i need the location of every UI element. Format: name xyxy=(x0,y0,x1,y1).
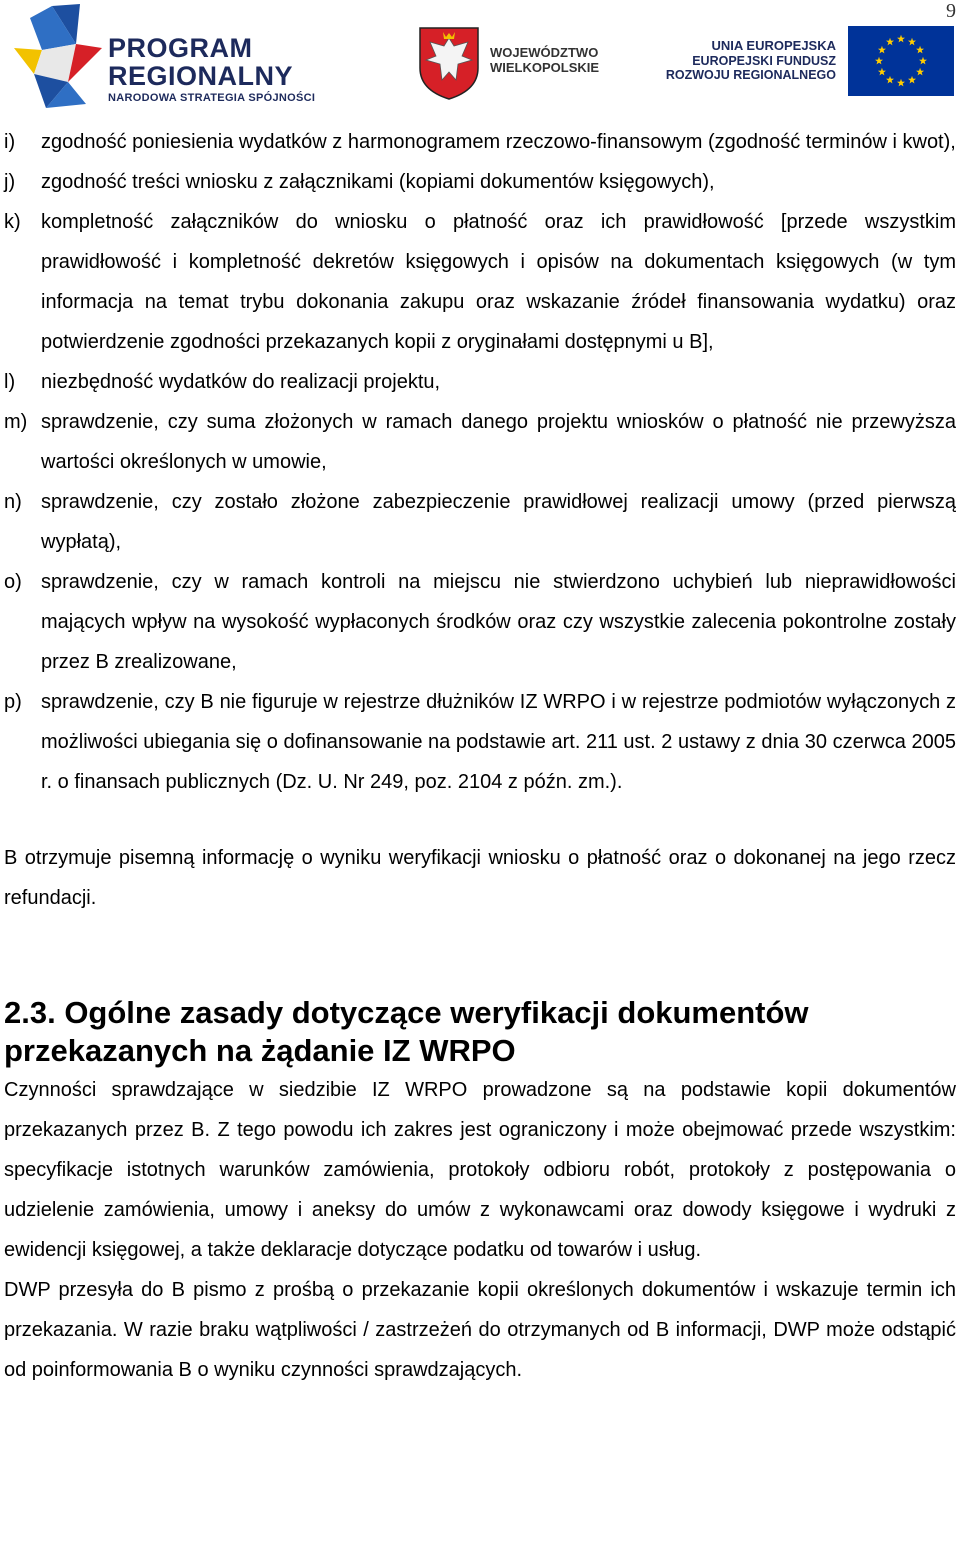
eu-logo-line3: ROZWOJU REGIONALNEGO xyxy=(665,68,836,82)
star-emblem-icon xyxy=(12,4,104,110)
eu-logo-line1: UNIA EUROPEJSKA xyxy=(711,38,836,53)
section-paragraph: Czynności sprawdzające w siedzibie IZ WRPO prowadzone są na podstawie kopii dokumentów przekazanych przez B. Z tego powodu ich zakres jest ograniczony i może obejmować przede wszystkim: specyfikacje istotnych warunków zamówienia, protokoły odbioru robót, protokoły z postępowania o udzielenie zamówienia, umowy i aneksy do umów z wykonawcami oraz dowody księgowe i wydruki z ewidencji księgowej, a także deklaracje dotyczące podatku od towarów i usług. xyxy=(4,1079,956,1261)
list-item-label: k) xyxy=(4,211,21,233)
list-item-text: niezbędność wydatków do realizacji projektu, xyxy=(41,371,441,393)
list-item xyxy=(4,122,956,162)
list-item-text: kompletność załączników do wniosku o płatność oraz ich prawidłowość [przede wszystkim prawidłowość i kompletność dekretów księgowych i opisów na dokumentach księgowych (w tym informacja na temat trybu dokonania zakupu oraz wskazanie źródeł finansowania wydatku) oraz potwierdzenie zgodności przekazanych kopii z oryginałami dostępnymi u B], xyxy=(41,211,956,353)
eu-logo xyxy=(660,26,956,98)
list-item-label: l) xyxy=(4,371,16,393)
region-logo-line1: WOJEWÓDZTWO xyxy=(490,45,599,60)
list-item-label: i) xyxy=(4,131,16,153)
list-item xyxy=(4,202,956,362)
list-item-label: m) xyxy=(4,411,28,433)
page-number: 9 xyxy=(946,0,956,22)
wielkopolska-logo xyxy=(416,24,616,100)
eu-flag-icon xyxy=(848,26,954,96)
list-item xyxy=(4,682,956,802)
list-item-label: o) xyxy=(4,571,22,593)
list-item-label: p) xyxy=(4,691,22,713)
list-item-text: zgodność treści wniosku z załącznikami (kopiami dokumentów księgowych), xyxy=(41,171,715,193)
program-logo-line3: NARODOWA STRATEGIA SPÓJNOŚCI xyxy=(108,92,316,104)
section-paragraph: DWP przesyła do B pismo z prośbą o przekazanie kopii określonych dokumentów i wskazuje termin ich przekazania. W razie braku wątpliwości / zastrzeżeń do otrzymanych od B informacji, DWP może odstąpić od poinformowania B o wyniku czynności sprawdzających. xyxy=(4,1279,956,1381)
list-item-text: sprawdzenie, czy w ramach kontroli na miejscu nie stwierdzono uchybień lub nieprawidłowości mających wpływ na wysokość wypłaconych środków oraz czy wszystkie zalecenia pokontrolne zostały przez B zrealizowane, xyxy=(41,571,956,673)
list-item xyxy=(4,482,956,562)
list-item xyxy=(4,362,956,402)
program-logo-line2: REGIONALNY xyxy=(108,61,294,91)
list-item-text: sprawdzenie, czy zostało złożone zabezpieczenie prawidłowej realizacji umowy (przed pierwszą wypłatą), xyxy=(41,491,956,553)
result-paragraph: B otrzymuje pisemną informację o wyniku weryfikacji wniosku o płatność oraz o dokonanej na jego rzecz refundacji. xyxy=(4,847,956,909)
list-item-label: n) xyxy=(4,491,22,513)
program-regionalny-logo xyxy=(12,4,362,110)
page-content xyxy=(4,122,956,1390)
crest-icon xyxy=(416,24,482,100)
section-heading: 2.3. Ogólne zasady dotyczące weryfikacji dokumentów przekazanych na żądanie IZ WRPO xyxy=(4,995,809,1068)
page-header xyxy=(0,0,960,112)
list-item-text: sprawdzenie, czy B nie figuruje w rejestrze dłużników IZ WRPO i w rejestrze podmiotów wyłączonych z możliwości ubiegania się o dofinansowanie na podstawie art. 211 ust. 2 ustawy z dnia 30 czerwca 2005 r. o finansach publicznych (Dz. U. Nr 249, poz. 2104 z późn. zm.). xyxy=(41,691,956,793)
list-item-text: sprawdzenie, czy suma złożonych w ramach danego projektu wniosków o płatność nie przewyższa wartości określonych w umowie, xyxy=(41,411,956,473)
region-logo-line2: WIELKOPOLSKIE xyxy=(490,60,600,75)
list-item xyxy=(4,402,956,482)
list-item-text: zgodność poniesienia wydatków z harmonogramem rzeczowo-finansowym (zgodność terminów i kwot), xyxy=(41,131,956,153)
list-item xyxy=(4,162,956,202)
criteria-list xyxy=(4,122,956,802)
eu-logo-line2: EUROPEJSKI FUNDUSZ xyxy=(692,54,836,68)
program-logo-line1: PROGRAM xyxy=(108,33,253,63)
list-item-label: j) xyxy=(4,171,16,193)
list-item xyxy=(4,562,956,682)
